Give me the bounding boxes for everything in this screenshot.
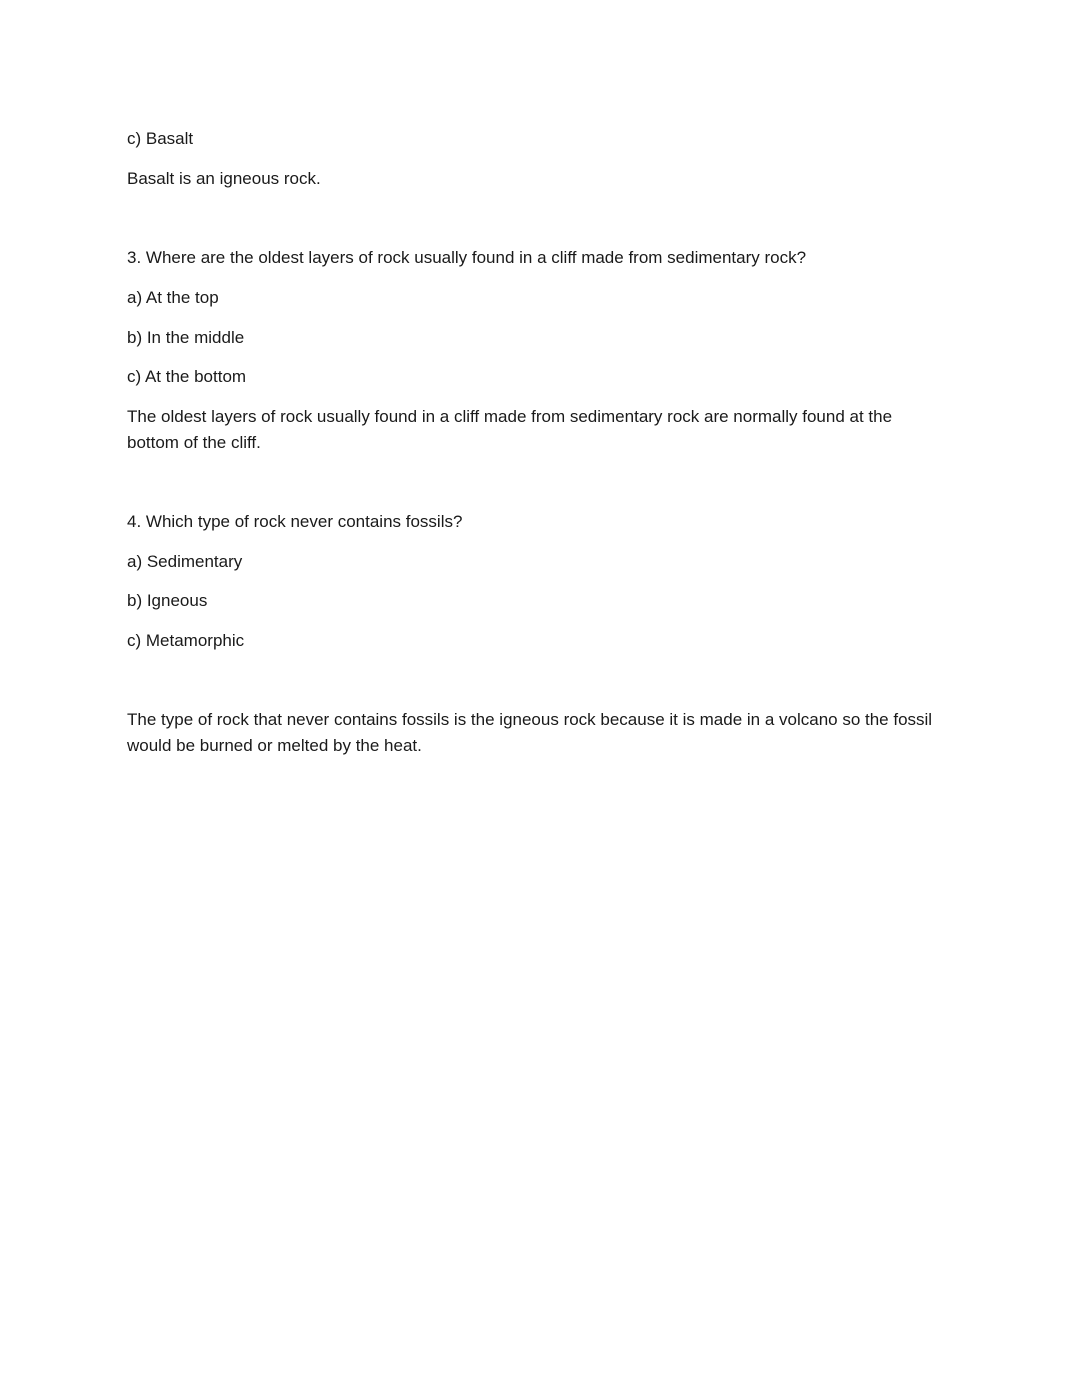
option-c-basalt: c) Basalt bbox=[127, 129, 194, 148]
question-3-answer: The oldest layers of rock usually found in a cliff made from sedimentary rock are normally found at the bottom of the cliff. bbox=[127, 407, 893, 452]
question-3-option-c: c) At the bottom bbox=[127, 367, 247, 386]
question-4-answer: The type of rock that never contains fossils is the igneous rock because it is made in a volcano so the fossil would be burned or melted by the heat. bbox=[127, 710, 933, 755]
question-4-option-c: c) Metamorphic bbox=[127, 631, 245, 650]
question-4: 4. Which type of rock never contains fossils? bbox=[127, 512, 463, 531]
question-3-option-b: b) In the middle bbox=[127, 328, 245, 347]
question-4-option-a: a) Sedimentary bbox=[127, 552, 243, 571]
answer-basalt: Basalt is an igneous rock. bbox=[127, 169, 321, 188]
question-3: 3. Where are the oldest layers of rock usually found in a cliff made from sedimentary rock? bbox=[127, 248, 807, 267]
question-4-option-b: b) Igneous bbox=[127, 591, 208, 610]
question-3-option-a: a) At the top bbox=[127, 288, 219, 307]
